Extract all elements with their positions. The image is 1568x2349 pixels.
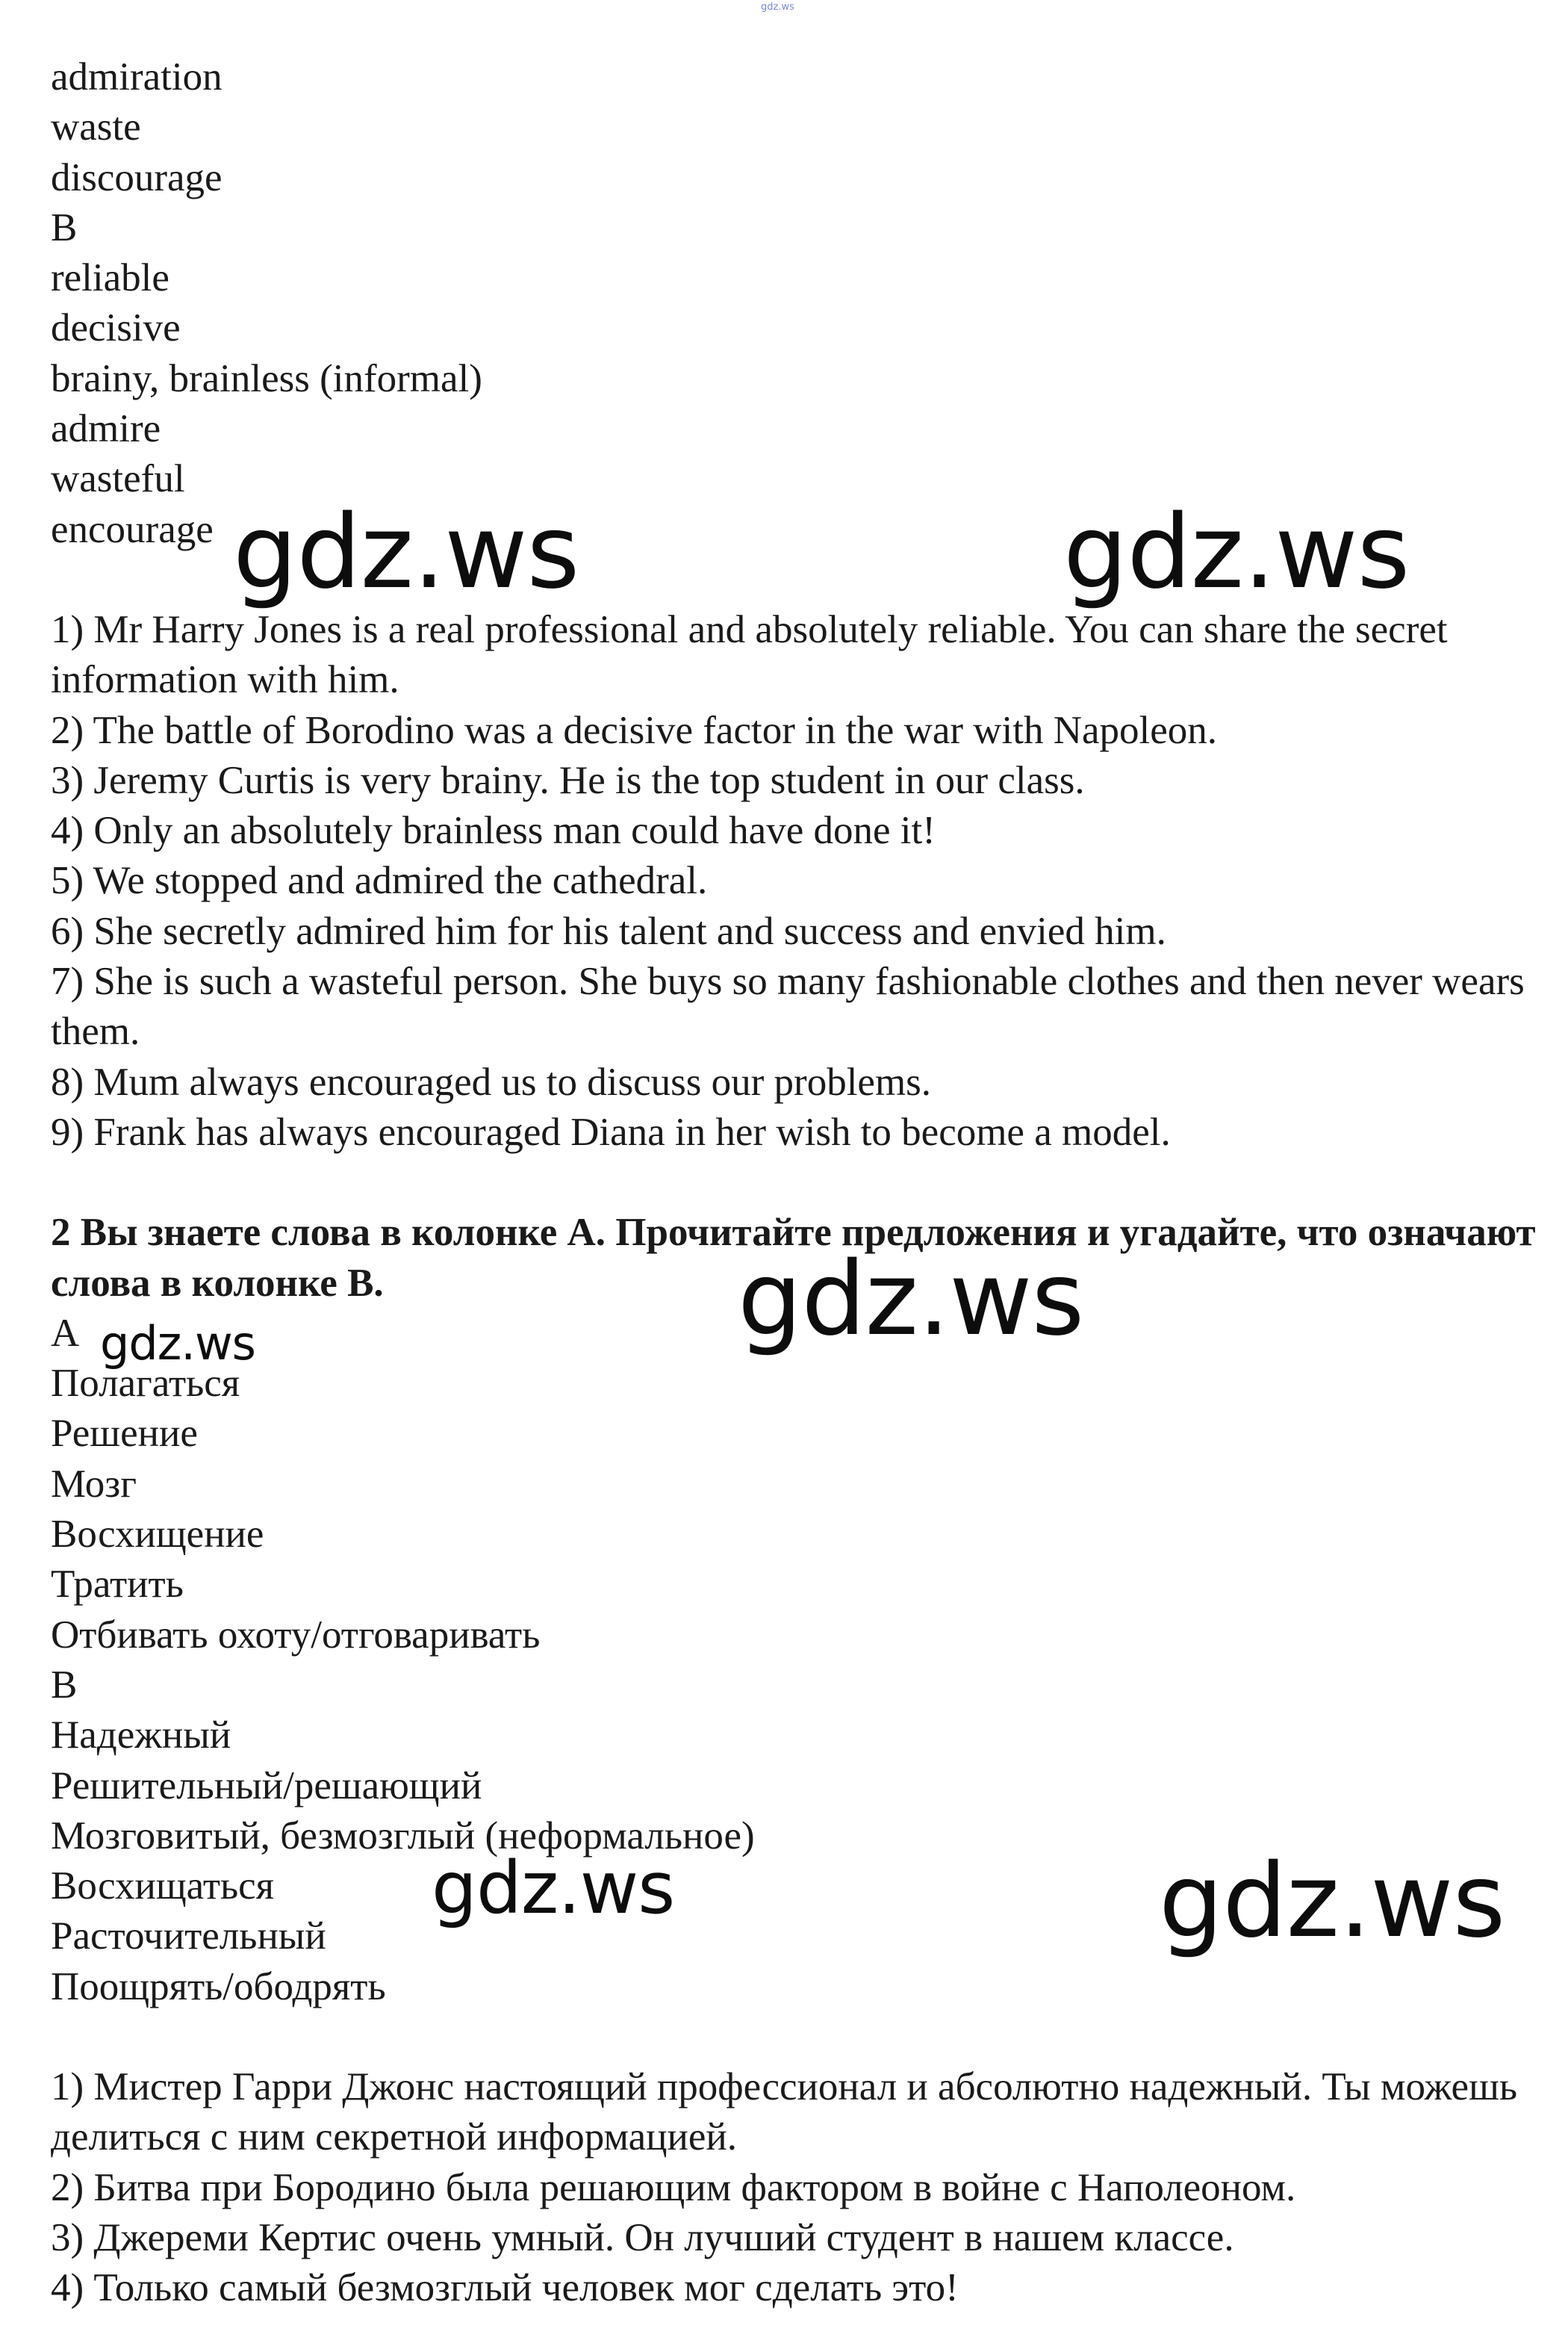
sentence-item: 4) Only an absolutely brainless man could have done it! bbox=[51, 809, 936, 853]
word-item: wasteful bbox=[51, 457, 185, 501]
column-b-item: Решительный/решающий bbox=[51, 1763, 482, 1807]
exercise-heading: 2 Вы знаете слова в колонке А. Прочитайте предложения и угадайте, что означают слова в колонке В. bbox=[51, 1211, 1536, 1305]
english-sentences bbox=[51, 605, 1537, 1158]
column-a bbox=[51, 1309, 1537, 1660]
column-a-item: Отбивать охоту/отговаривать bbox=[51, 1613, 541, 1657]
column-b-item: Мозговитый, безмозглый (неформальное) bbox=[51, 1813, 755, 1858]
sentence-item: 1) Мистер Гарри Джонс настоящий профессионал и абсолютно надежный. Ты можешь делиться с ним секретной информацией. bbox=[51, 2064, 1518, 2159]
column-a-item: Полагаться bbox=[51, 1362, 240, 1406]
watermark: gdz.ws bbox=[100, 1316, 255, 1371]
column-b-item: Поощрять/ободрять bbox=[51, 1964, 386, 2008]
russian-sentences bbox=[51, 2062, 1537, 2313]
sentence-item: 2) Битва при Бородино была решающим фактором в войне с Наполеоном. bbox=[51, 2165, 1296, 2209]
word-item: discourage bbox=[51, 155, 223, 199]
column-a-label: А bbox=[51, 1311, 80, 1355]
watermark: gdz.ws bbox=[233, 494, 579, 612]
top-watermark-label: gdz.ws bbox=[761, 1, 794, 13]
sentence-item: 3) Jeremy Curtis is very brainy. He is the top student in our class. bbox=[51, 758, 1085, 802]
column-a-item: Решение bbox=[51, 1412, 198, 1456]
sentence-item: 9) Frank has always encouraged Diana in her wish to become a model. bbox=[51, 1110, 1171, 1154]
word-item: brainy, brainless (informal) bbox=[51, 356, 482, 400]
word-item: admire bbox=[51, 407, 161, 451]
watermark: gdz.ws bbox=[432, 1846, 675, 1930]
word-item: B bbox=[51, 205, 78, 249]
sentence-item: 7) She is such a wasteful person. She buys so many fashionable clothes and then never wears them. bbox=[51, 960, 1525, 1054]
word-item: decisive bbox=[51, 306, 181, 350]
sentence-item: 5) We stopped and admired the cathedral. bbox=[51, 859, 708, 903]
column-a-item: Тратить bbox=[51, 1563, 184, 1607]
column-b-label: В bbox=[51, 1663, 78, 1707]
sentence-item: 3) Джереми Кертис очень умный. Он лучший студент в нашем классе. bbox=[51, 2215, 1234, 2259]
vocabulary-word-list bbox=[51, 52, 1537, 555]
column-a-item: Мозг bbox=[51, 1462, 137, 1506]
word-item: encourage bbox=[51, 507, 214, 551]
column-a-item: Восхищение bbox=[51, 1512, 264, 1557]
document-body bbox=[51, 52, 1537, 2313]
spacer bbox=[51, 2012, 1537, 2062]
sentence-item: 8) Mum always encouraged us to discuss our problems. bbox=[51, 1060, 932, 1104]
spacer bbox=[51, 1158, 1537, 1208]
watermark: gdz.ws bbox=[738, 1241, 1084, 1359]
word-item: admiration bbox=[51, 55, 223, 99]
column-b-item: Надежный bbox=[51, 1713, 231, 1757]
sentence-item: 6) She secretly admired him for his talent and success and envied him. bbox=[51, 909, 1166, 953]
word-item: waste bbox=[51, 105, 141, 149]
sentence-item: 1) Mr Harry Jones is a real professional and absolutely reliable. You can share the secret information with him. bbox=[51, 607, 1448, 702]
watermark: gdz.ws bbox=[1063, 494, 1410, 612]
sentence-item: 4) Только самый безмозглый человек мог сделать это! bbox=[51, 2266, 959, 2310]
column-b-item: Восхищаться bbox=[51, 1864, 275, 1908]
sentence-item: 2) The battle of Borodino was a decisive factor in the war with Napoleon. bbox=[51, 708, 1218, 752]
column-b-item: Расточительный bbox=[51, 1914, 326, 1958]
watermark: gdz.ws bbox=[1159, 1843, 1505, 1961]
word-item: reliable bbox=[51, 256, 169, 300]
